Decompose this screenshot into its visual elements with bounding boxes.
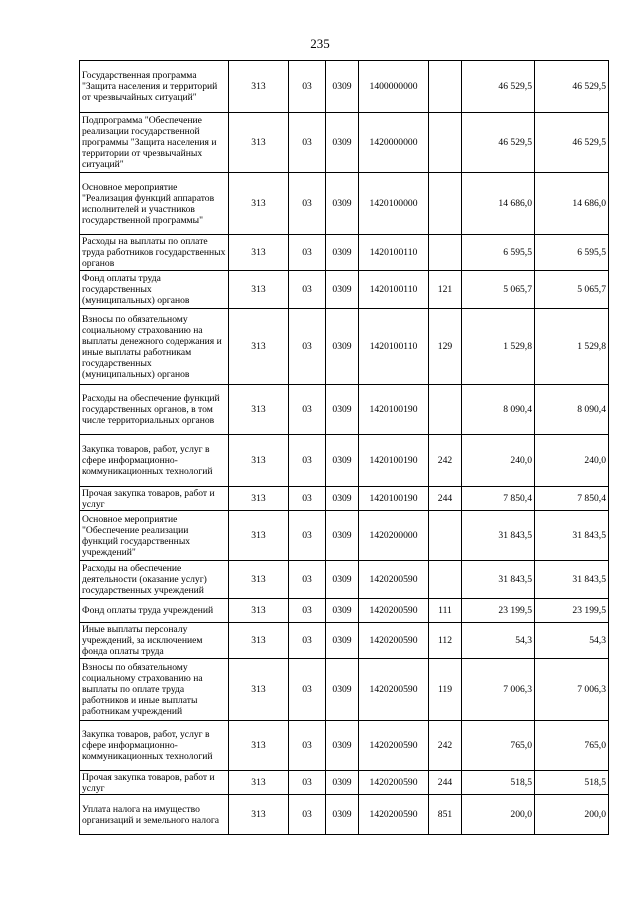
row-name: Основное мероприятие "Обеспечение реализации функций государственных учреждений" bbox=[80, 511, 229, 561]
row-section-code: 03 bbox=[289, 561, 326, 599]
row-target-article: 1420200590 bbox=[359, 561, 429, 599]
row-ved-code: 313 bbox=[229, 599, 289, 623]
row-amount-2: 8 090,4 bbox=[535, 385, 609, 435]
row-target-article: 1420000000 bbox=[359, 113, 429, 173]
row-section-code: 03 bbox=[289, 599, 326, 623]
row-target-article: 1420100190 bbox=[359, 385, 429, 435]
row-target-article: 1420200590 bbox=[359, 721, 429, 771]
page-number: 235 bbox=[310, 36, 330, 51]
row-expense-type: 242 bbox=[429, 721, 462, 771]
table-row bbox=[80, 721, 609, 771]
row-ved-code: 313 bbox=[229, 309, 289, 385]
budget-table bbox=[79, 60, 609, 835]
row-subsection-code: 0309 bbox=[326, 235, 359, 271]
row-section-code: 03 bbox=[289, 623, 326, 659]
row-subsection-code: 0309 bbox=[326, 309, 359, 385]
row-ved-code: 313 bbox=[229, 435, 289, 487]
row-ved-code: 313 bbox=[229, 511, 289, 561]
row-amount-1: 46 529,5 bbox=[462, 113, 535, 173]
row-expense-type: 129 bbox=[429, 309, 462, 385]
row-section-code: 03 bbox=[289, 721, 326, 771]
row-section-code: 03 bbox=[289, 385, 326, 435]
row-amount-1: 31 843,5 bbox=[462, 561, 535, 599]
row-expense-type: 851 bbox=[429, 795, 462, 835]
row-amount-1: 7 850,4 bbox=[462, 487, 535, 511]
row-name: Фонд оплаты труда государственных (муниципальных) органов bbox=[80, 271, 229, 309]
row-expense-type: 119 bbox=[429, 659, 462, 721]
row-amount-1: 7 006,3 bbox=[462, 659, 535, 721]
row-section-code: 03 bbox=[289, 511, 326, 561]
row-expense-type: 244 bbox=[429, 487, 462, 511]
row-subsection-code: 0309 bbox=[326, 795, 359, 835]
table-row bbox=[80, 235, 609, 271]
row-name: Расходы на обеспечение деятельности (оказание услуг) государственных учреждений bbox=[80, 561, 229, 599]
row-ved-code: 313 bbox=[229, 561, 289, 599]
row-name: Основное мероприятие "Реализация функций аппаратов исполнителей и участников государственной программы" bbox=[80, 173, 229, 235]
table-row bbox=[80, 271, 609, 309]
row-section-code: 03 bbox=[289, 173, 326, 235]
row-ved-code: 313 bbox=[229, 173, 289, 235]
row-target-article: 1420100000 bbox=[359, 173, 429, 235]
row-section-code: 03 bbox=[289, 795, 326, 835]
row-subsection-code: 0309 bbox=[326, 173, 359, 235]
row-ved-code: 313 bbox=[229, 771, 289, 795]
row-ved-code: 313 bbox=[229, 795, 289, 835]
row-target-article: 1420100110 bbox=[359, 271, 429, 309]
row-section-code: 03 bbox=[289, 487, 326, 511]
row-target-article: 1420100190 bbox=[359, 487, 429, 511]
row-section-code: 03 bbox=[289, 113, 326, 173]
row-amount-2: 5 065,7 bbox=[535, 271, 609, 309]
row-target-article: 1420200590 bbox=[359, 795, 429, 835]
row-subsection-code: 0309 bbox=[326, 113, 359, 173]
row-section-code: 03 bbox=[289, 271, 326, 309]
row-expense-type bbox=[429, 385, 462, 435]
row-amount-1: 54,3 bbox=[462, 623, 535, 659]
row-section-code: 03 bbox=[289, 771, 326, 795]
row-target-article: 1420200590 bbox=[359, 771, 429, 795]
row-subsection-code: 0309 bbox=[326, 385, 359, 435]
row-name: Закупка товаров, работ, услуг в сфере информационно-коммуникационных технологий bbox=[80, 435, 229, 487]
row-section-code: 03 bbox=[289, 435, 326, 487]
row-amount-2: 518,5 bbox=[535, 771, 609, 795]
row-ved-code: 313 bbox=[229, 385, 289, 435]
row-amount-1: 6 595,5 bbox=[462, 235, 535, 271]
row-subsection-code: 0309 bbox=[326, 561, 359, 599]
row-expense-type bbox=[429, 173, 462, 235]
table-row bbox=[80, 659, 609, 721]
row-expense-type: 121 bbox=[429, 271, 462, 309]
row-ved-code: 313 bbox=[229, 113, 289, 173]
row-amount-2: 240,0 bbox=[535, 435, 609, 487]
row-section-code: 03 bbox=[289, 235, 326, 271]
row-subsection-code: 0309 bbox=[326, 487, 359, 511]
row-name: Прочая закупка товаров, работ и услуг bbox=[80, 487, 229, 511]
table-body bbox=[80, 61, 609, 835]
row-target-article: 1420200000 bbox=[359, 511, 429, 561]
row-name: Уплата налога на имущество организаций и земельного налога bbox=[80, 795, 229, 835]
row-amount-2: 14 686,0 bbox=[535, 173, 609, 235]
row-subsection-code: 0309 bbox=[326, 61, 359, 113]
row-target-article: 1420200590 bbox=[359, 659, 429, 721]
row-subsection-code: 0309 bbox=[326, 721, 359, 771]
table-row bbox=[80, 599, 609, 623]
row-amount-1: 23 199,5 bbox=[462, 599, 535, 623]
table-row bbox=[80, 309, 609, 385]
row-name: Прочая закупка товаров, работ и услуг bbox=[80, 771, 229, 795]
row-expense-type bbox=[429, 113, 462, 173]
row-name: Расходы на обеспечение функций государственных органов, в том числе территориальных органов bbox=[80, 385, 229, 435]
row-expense-type: 112 bbox=[429, 623, 462, 659]
row-expense-type bbox=[429, 235, 462, 271]
table-row bbox=[80, 61, 609, 113]
row-subsection-code: 0309 bbox=[326, 659, 359, 721]
row-subsection-code: 0309 bbox=[326, 271, 359, 309]
row-amount-2: 46 529,5 bbox=[535, 61, 609, 113]
row-name: Государственная программа "Защита населения и территорий от чрезвычайных ситуаций" bbox=[80, 61, 229, 113]
table-row bbox=[80, 435, 609, 487]
row-amount-2: 23 199,5 bbox=[535, 599, 609, 623]
row-ved-code: 313 bbox=[229, 623, 289, 659]
row-target-article: 1420200590 bbox=[359, 623, 429, 659]
row-amount-2: 7 850,4 bbox=[535, 487, 609, 511]
row-target-article: 1420200590 bbox=[359, 599, 429, 623]
row-amount-2: 46 529,5 bbox=[535, 113, 609, 173]
row-expense-type: 242 bbox=[429, 435, 462, 487]
row-amount-1: 765,0 bbox=[462, 721, 535, 771]
row-ved-code: 313 bbox=[229, 61, 289, 113]
row-name: Взносы по обязательному социальному страхованию на выплаты по оплате труда работников и иные выплаты работникам учреждений bbox=[80, 659, 229, 721]
row-subsection-code: 0309 bbox=[326, 771, 359, 795]
row-name: Фонд оплаты труда учреждений bbox=[80, 599, 229, 623]
row-subsection-code: 0309 bbox=[326, 599, 359, 623]
row-amount-1: 31 843,5 bbox=[462, 511, 535, 561]
row-amount-1: 200,0 bbox=[462, 795, 535, 835]
table-row bbox=[80, 771, 609, 795]
row-amount-1: 5 065,7 bbox=[462, 271, 535, 309]
table-row bbox=[80, 623, 609, 659]
row-expense-type: 111 bbox=[429, 599, 462, 623]
row-amount-1: 518,5 bbox=[462, 771, 535, 795]
table-row bbox=[80, 795, 609, 835]
row-amount-1: 1 529,8 bbox=[462, 309, 535, 385]
row-ved-code: 313 bbox=[229, 271, 289, 309]
row-amount-2: 54,3 bbox=[535, 623, 609, 659]
row-amount-1: 8 090,4 bbox=[462, 385, 535, 435]
row-expense-type bbox=[429, 561, 462, 599]
row-amount-2: 31 843,5 bbox=[535, 561, 609, 599]
row-amount-2: 200,0 bbox=[535, 795, 609, 835]
table-row bbox=[80, 113, 609, 173]
row-ved-code: 313 bbox=[229, 659, 289, 721]
row-amount-2: 765,0 bbox=[535, 721, 609, 771]
row-target-article: 1420100110 bbox=[359, 309, 429, 385]
row-section-code: 03 bbox=[289, 61, 326, 113]
row-subsection-code: 0309 bbox=[326, 623, 359, 659]
row-subsection-code: 0309 bbox=[326, 435, 359, 487]
table-row bbox=[80, 561, 609, 599]
row-amount-2: 7 006,3 bbox=[535, 659, 609, 721]
row-amount-2: 6 595,5 bbox=[535, 235, 609, 271]
row-expense-type bbox=[429, 511, 462, 561]
row-ved-code: 313 bbox=[229, 235, 289, 271]
row-expense-type bbox=[429, 61, 462, 113]
row-amount-1: 46 529,5 bbox=[462, 61, 535, 113]
row-expense-type: 244 bbox=[429, 771, 462, 795]
row-amount-2: 1 529,8 bbox=[535, 309, 609, 385]
table-row bbox=[80, 173, 609, 235]
row-amount-2: 31 843,5 bbox=[535, 511, 609, 561]
row-name: Расходы на выплаты по оплате труда работников государственных органов bbox=[80, 235, 229, 271]
row-amount-1: 240,0 bbox=[462, 435, 535, 487]
row-name: Взносы по обязательному социальному страхованию на выплаты денежного содержания и иные выплаты работникам государственных (муниципальных) органов bbox=[80, 309, 229, 385]
row-name: Подпрограмма "Обеспечение реализации государственной программы "Защита населения и территории от чрезвычайных ситуаций" bbox=[80, 113, 229, 173]
row-ved-code: 313 bbox=[229, 487, 289, 511]
row-section-code: 03 bbox=[289, 659, 326, 721]
row-ved-code: 313 bbox=[229, 721, 289, 771]
table-row bbox=[80, 487, 609, 511]
row-target-article: 1400000000 bbox=[359, 61, 429, 113]
row-target-article: 1420100190 bbox=[359, 435, 429, 487]
row-name: Закупка товаров, работ, услуг в сфере информационно-коммуникационных технологий bbox=[80, 721, 229, 771]
table-row bbox=[80, 511, 609, 561]
row-name: Иные выплаты персоналу учреждений, за исключением фонда оплаты труда bbox=[80, 623, 229, 659]
row-section-code: 03 bbox=[289, 309, 326, 385]
row-subsection-code: 0309 bbox=[326, 511, 359, 561]
row-target-article: 1420100110 bbox=[359, 235, 429, 271]
row-amount-1: 14 686,0 bbox=[462, 173, 535, 235]
table-row bbox=[80, 385, 609, 435]
